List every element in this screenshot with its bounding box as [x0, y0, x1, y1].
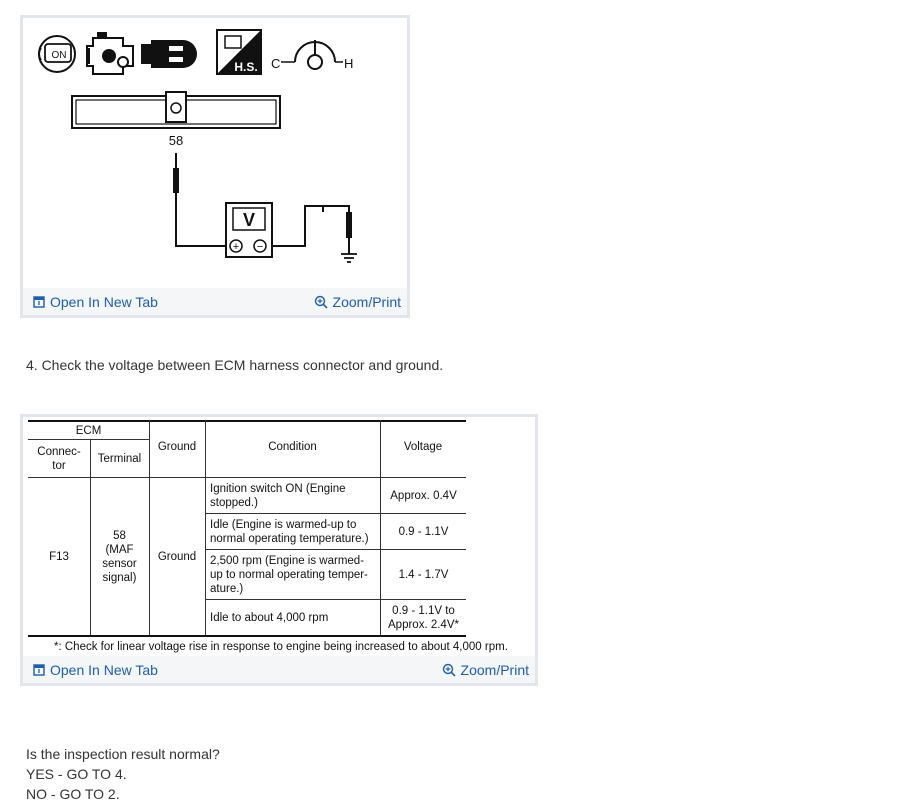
condition-cell: Idle (Engine is warmed-up to normal operating temperature.) [210, 518, 369, 545]
ignition-on-label: ON [51, 50, 67, 61]
no-answer: NO - GO TO 2. [26, 786, 120, 802]
open-new-tab-icon [33, 296, 45, 308]
voltage-cell: 0.9 - 1.1V to Approx. 2.4V* [388, 604, 459, 631]
ecm-connector [72, 92, 280, 128]
voltage-table-card [20, 414, 538, 686]
header-connector: Connec- tor [37, 445, 81, 472]
terminal-number-label: 58 [168, 133, 184, 148]
condition-cell: Ignition switch ON (Engine stopped.) [210, 482, 346, 509]
probe-positive [173, 168, 179, 193]
open-in-new-tab-link[interactable] [33, 662, 158, 678]
open-in-new-tab-label: Open In New Tab [50, 293, 158, 310]
temperature-gauge-icon [271, 40, 353, 71]
open-new-tab-icon [33, 664, 45, 676]
svg-text:C: C [271, 56, 281, 71]
wiring-diagram [23, 18, 407, 288]
ground-symbol-icon [341, 254, 357, 262]
voltmeter-icon [226, 203, 272, 257]
ecm-group-header: ECM [75, 424, 102, 437]
svg-text:−: − [256, 241, 264, 253]
connector-plug-icon [141, 40, 197, 68]
table-footnote: *: Check for linear voltage rise in response to engine being increased to about 4,000 rpm. [54, 641, 508, 653]
condition-cell: Idle to about 4,000 rpm [210, 611, 329, 624]
figure-footer [23, 656, 535, 683]
header-terminal: Terminal [97, 452, 142, 465]
zoom-icon [314, 295, 328, 309]
open-in-new-tab-label: Open In New Tab [50, 661, 158, 678]
engine-icon [87, 32, 133, 74]
header-ground: Ground [157, 440, 197, 453]
hs-label: H.S. [234, 60, 258, 74]
harness-side-icon [217, 30, 261, 74]
zoom-icon [442, 663, 456, 677]
voltage-cell: 0.9 - 1.1V [398, 525, 449, 538]
svg-text:+: + [232, 241, 240, 253]
condition-cell: 2,500 rpm (Engine is warmed- up to normal operating temper- ature.) [210, 554, 368, 595]
header-condition: Condition [268, 440, 317, 453]
open-in-new-tab-link[interactable] [33, 294, 158, 310]
connector-value: F13 [49, 550, 69, 563]
inspection-question: Is the inspection result normal? [26, 746, 220, 762]
terminal-value: 58 (MAF sensor signal) [102, 529, 137, 584]
zoom-print-link[interactable] [442, 662, 529, 678]
ignition-key-icon [39, 36, 75, 72]
wiring-diagram-card [20, 15, 410, 318]
figure-footer [23, 288, 407, 315]
yes-answer: YES - GO TO 4. [26, 766, 127, 782]
probe-negative [346, 212, 352, 238]
zoom-print-label: Zoom/Print [332, 293, 401, 310]
zoom-print-link[interactable] [314, 294, 401, 310]
voltage-cell: Approx. 0.4V [390, 489, 457, 502]
svg-text:H: H [344, 56, 354, 71]
meter-label: V [242, 210, 256, 230]
voltage-cell: 1.4 - 1.7V [398, 568, 449, 581]
header-voltage: Voltage [403, 440, 443, 453]
zoom-print-label: Zoom/Print [460, 661, 529, 678]
ground-value: Ground [157, 550, 197, 563]
step-instruction: 4. Check the voltage between ECM harness connector and ground. [26, 357, 444, 373]
